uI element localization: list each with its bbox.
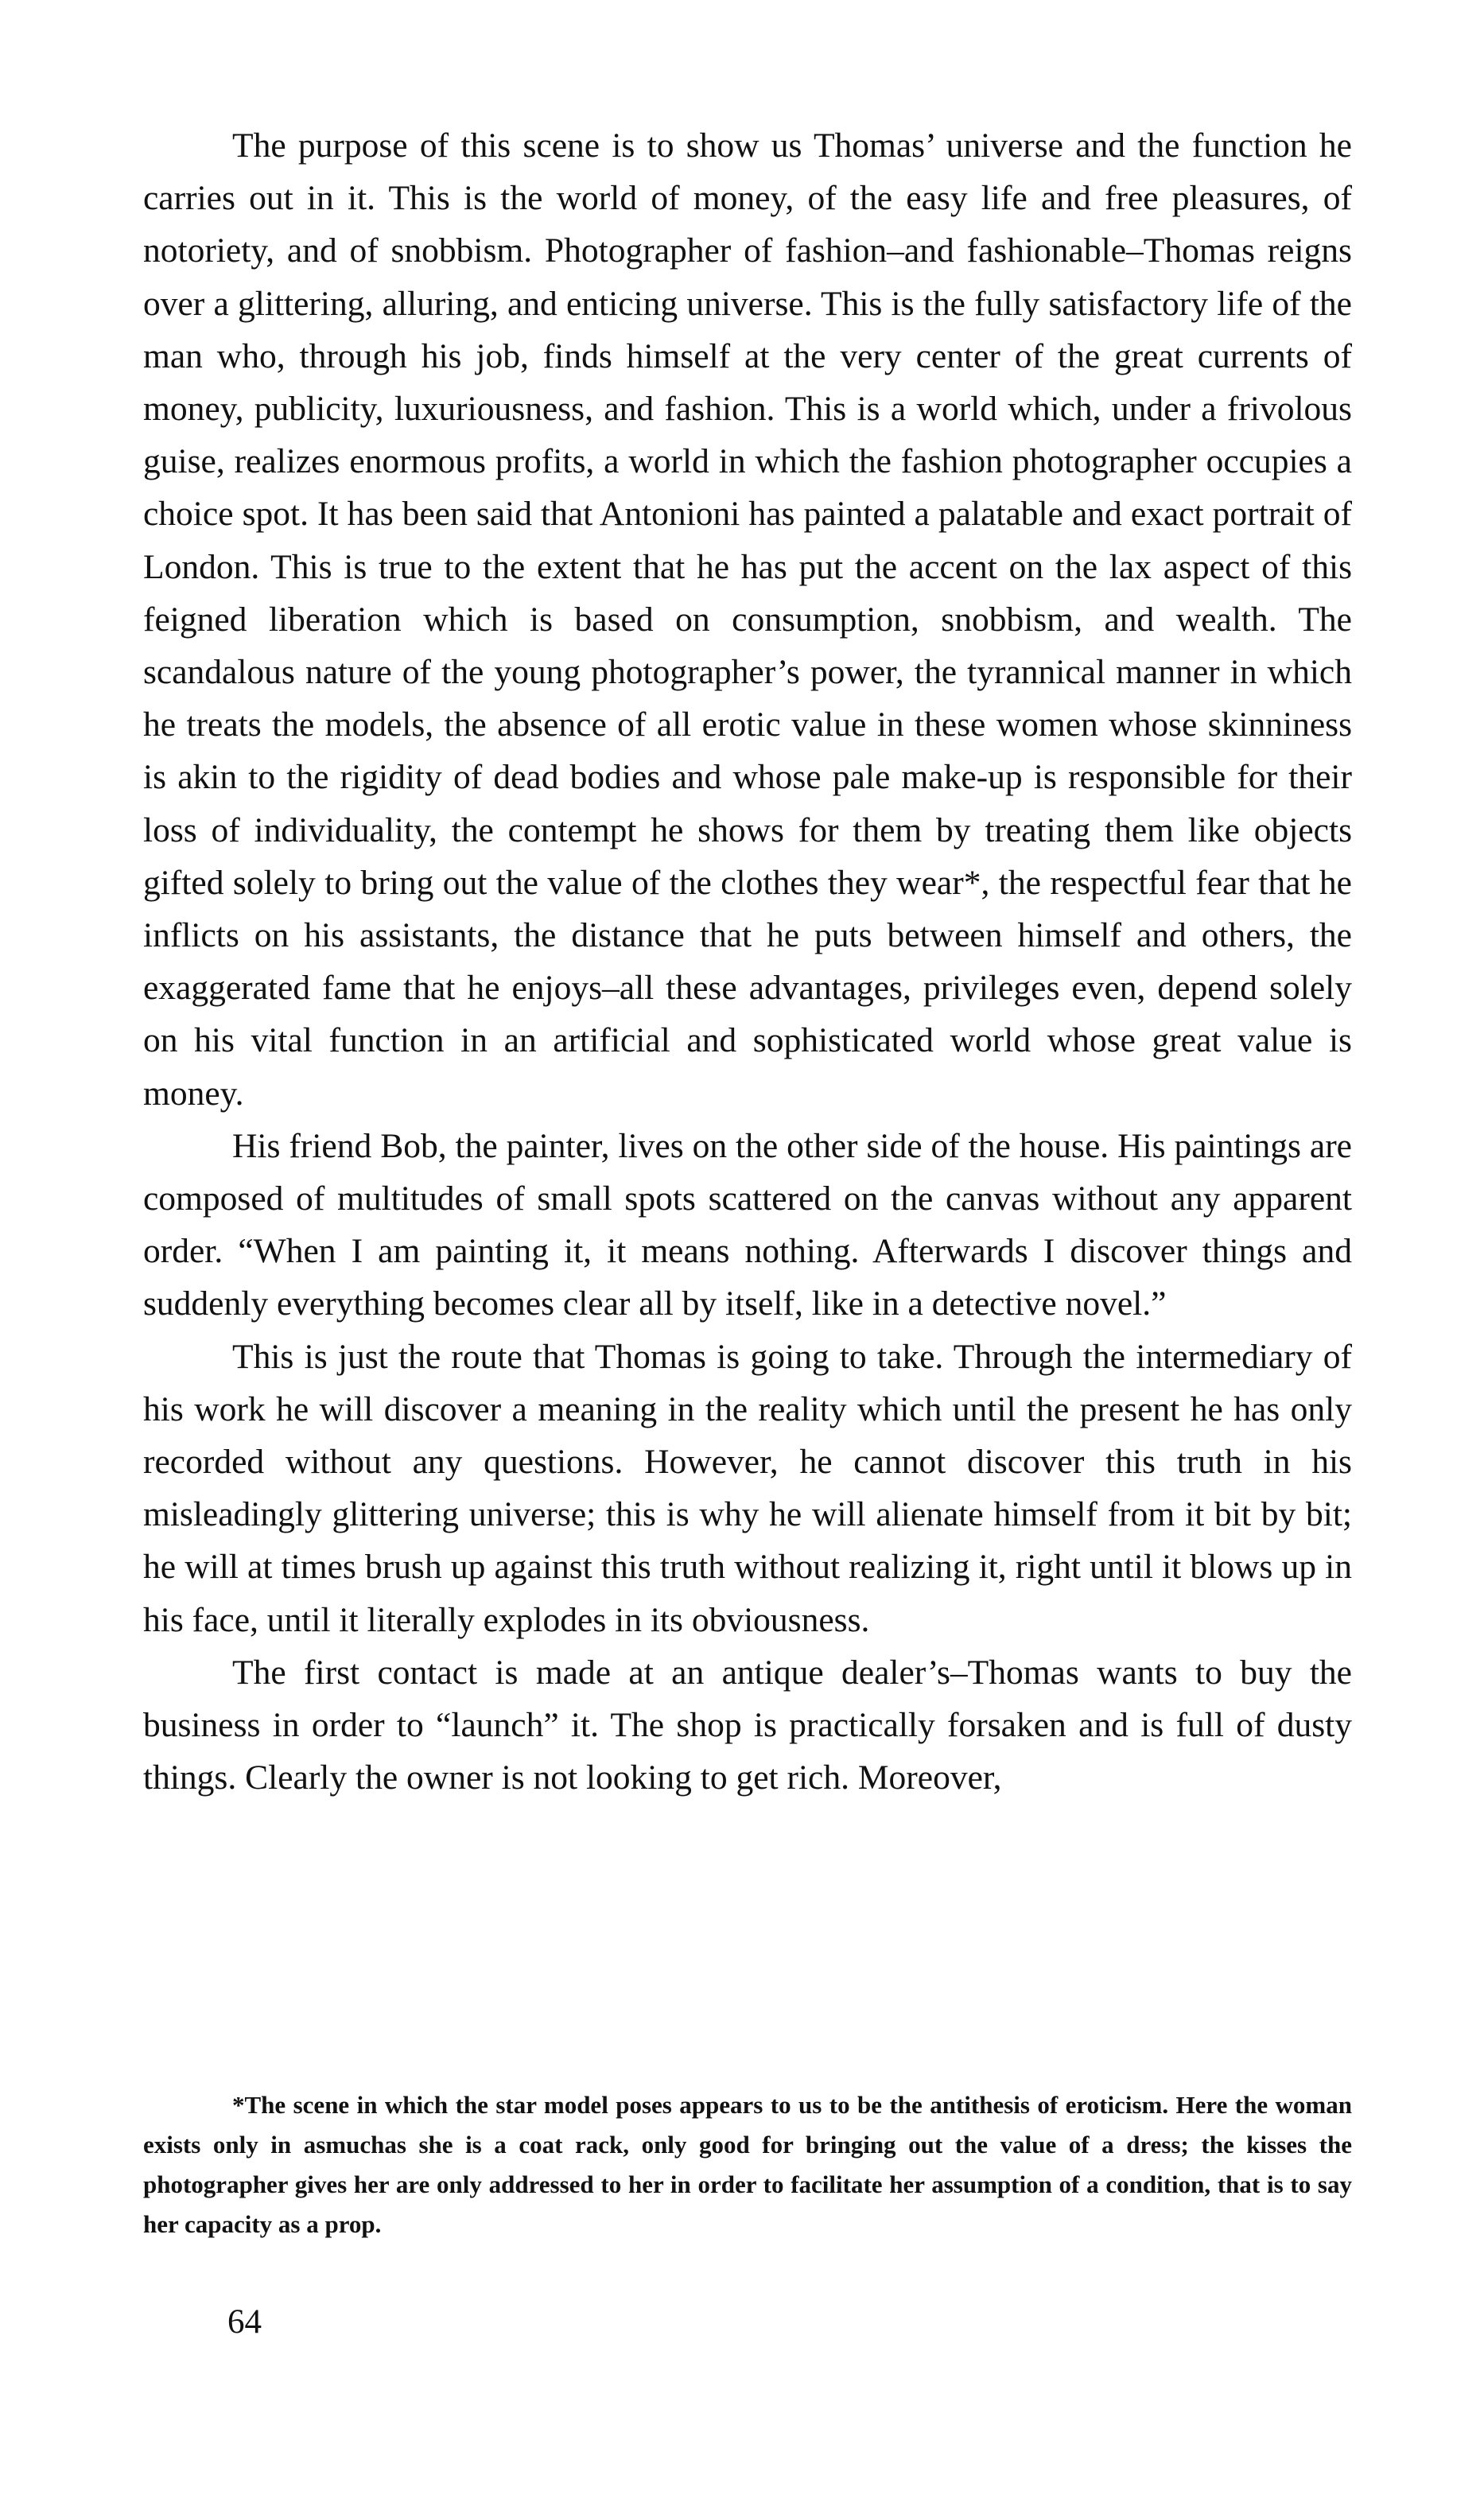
body-text xyxy=(143,119,1352,1805)
paragraph-2: His friend Bob, the painter, lives on the other side of the house. His paintings are composed of multitudes of small spots scattered on the canvas without any apparent order. “When I am painting it, it means nothing. Afterwards I discover things and suddenly everything becomes clear all by itself, like in a detective novel.” xyxy=(143,1126,1352,1323)
paragraph-1: The purpose of this scene is to show us Thomas’ universe and the function he carries out in it. This is the world of money, of the easy life and free pleasures, of notoriety, and of snobbism. Photographer of fashion–and fashionable–Thomas reigns over a glittering, alluring, and enticing universe. This is the fully satisfactory life of the man who, through his job, finds himself at the very center of the great currents of money, publicity, luxuriousness, and fashion. This is a world which, under a frivolous guise, realizes enormous profits, a world in which the fashion photographer occupies a choice spot. It has been said that Antonioni has painted a palatable and exact portrait of London. This is true to the extent that he has put the accent on the lax aspect of this feigned liberation which is based on consumption, snobbism, and wealth. The scandalous nature of the young photographer’s power, the tyrannical manner in which he treats the models, the absence of all erotic value in these women whose skinniness is akin to the rigidity of dead bodies and whose pale make-up is responsible for their loss of individuality, the contempt he shows for them by treating them like objects gifted solely to bring out the value of the clothes they wear*, the respectful fear that he inflicts on his assistants, the distance that he puts between himself and others, the exaggerated fame that he enjoys–all these advantages, privileges even, depend solely on his vital function in an artificial and sophisticated world whose great value is money. xyxy=(143,126,1352,1113)
paragraph-4: The first contact is made at an antique dealer’s–Thomas wants to buy the business in order to “launch” it. The shop is practically forsaken and is full of dusty things. Clearly the owner is not looking to get rich. Moreover, xyxy=(143,1653,1352,1797)
paragraph-3: This is just the route that Thomas is going to take. Through the intermediary of his work he will discover a meaning in the reality which until the present he has only recorded without any questions. However, he cannot discover this truth in his misleadingly glittering universe; this is why he will alienate himself from it bit by bit; he will at times brush up against this truth without realizing it, right until it blows up in his face, until it literally explodes in its obviousness. xyxy=(143,1337,1352,1639)
footnote xyxy=(143,2085,1352,2244)
footnote-text: *The scene in which the star model poses appears to us to be the antithesis of eroticism. Here the woman exists only in asmuchas she is a coat rack, only good for bringing out the value of a dress; the kisses the photographer gives her are only addressed to her in order to facilitate her assumption of a condition, that is to say her capacity as a prop. xyxy=(143,2091,1352,2238)
page-number: 64 xyxy=(227,2303,262,2341)
